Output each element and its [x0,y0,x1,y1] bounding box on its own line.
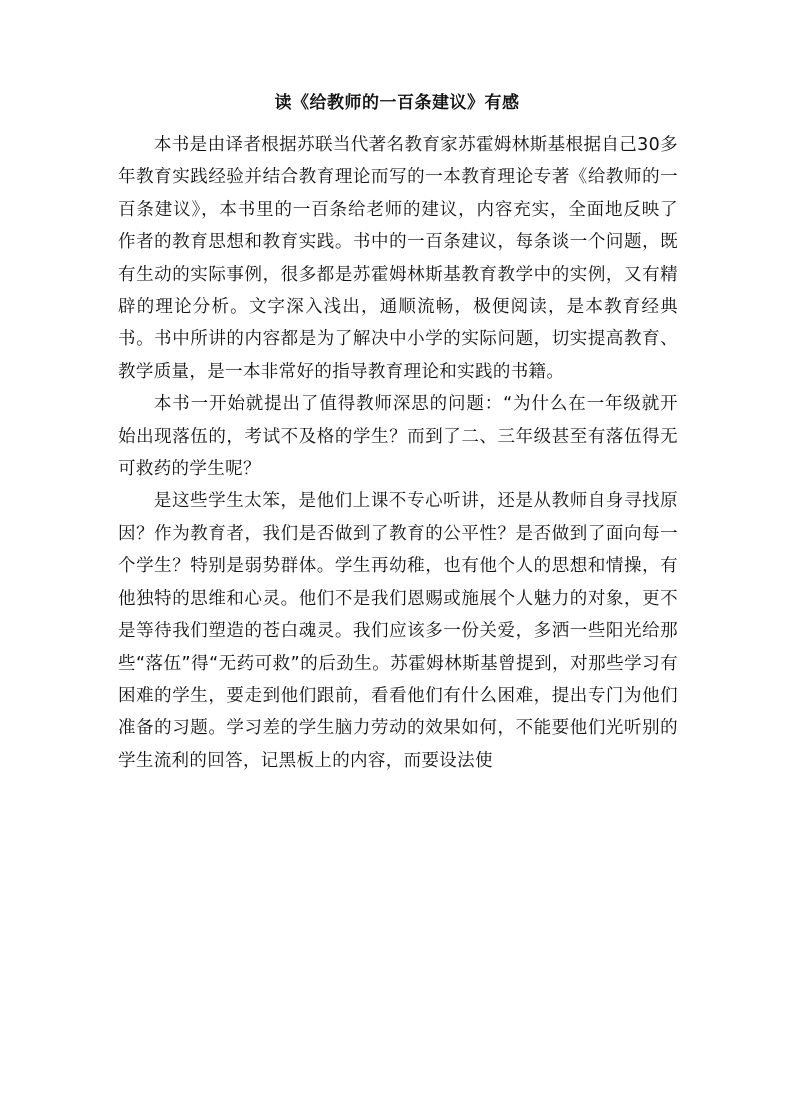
document-body [118,129,678,777]
paragraph-2: 本书一开始就提出了值得教师深思的问题：“为什么在一年级就开始出现落伍的，考试不及格的学生？而到了二、三年级甚至有落伍得无可救药的学生呢？ [118,394,678,480]
document-title: 读《给教师的一百条建议》有感 [274,93,520,113]
paragraph-3: 是这些学生太笨，是他们上课不专心听讲，还是从教师自身寻找原因？作为教育者，我们是否做到了教育的公平性？是否做到了面向每一个学生？特别是弱势群体。学生再幼稚，也有他个人的思想和情操，有他独特的思维和心灵。他们不是我们恩赐或施展个人魅力的对象，更不是等待我们塑造的苍白魂灵。我们应该多一份关爱，多洒一些阳光给那些“落伍”得“无药可救”的后劲生。苏霍姆林斯基曾提到，对那些学习有困难的学生，要走到他们跟前，看看他们有什么困难，提出专门为他们准备的习题。学习差的学生脑力劳动的效果如何，不能要他们光听别的学生流利的回答，记黑板上的内容，而要设法使 [118,491,678,771]
paragraph-1: 本书是由译者根据苏联当代著名教育家苏霍姆林斯基根据自己30多年教育实践经验并结合教育理论而写的一本教育理论专著《给教师的一百条建议》，本书里的一百条给老师的建议，内容充实，全面地反映了作者的教育思想和教育实践。书中的一百条建议，每条谈一个问题，既有生动的实际事例，很多都是苏霍姆林斯基教育教学中的实例，又有精辟的理论分析。文字深入浅出，通顺流畅，极便阅读，是本教育经典书。书中所讲的内容都是为了解决中小学的实际问题，切实提高教育、教学质量，是一本非常好的指导教育理论和实践的书籍。 [118,135,679,382]
